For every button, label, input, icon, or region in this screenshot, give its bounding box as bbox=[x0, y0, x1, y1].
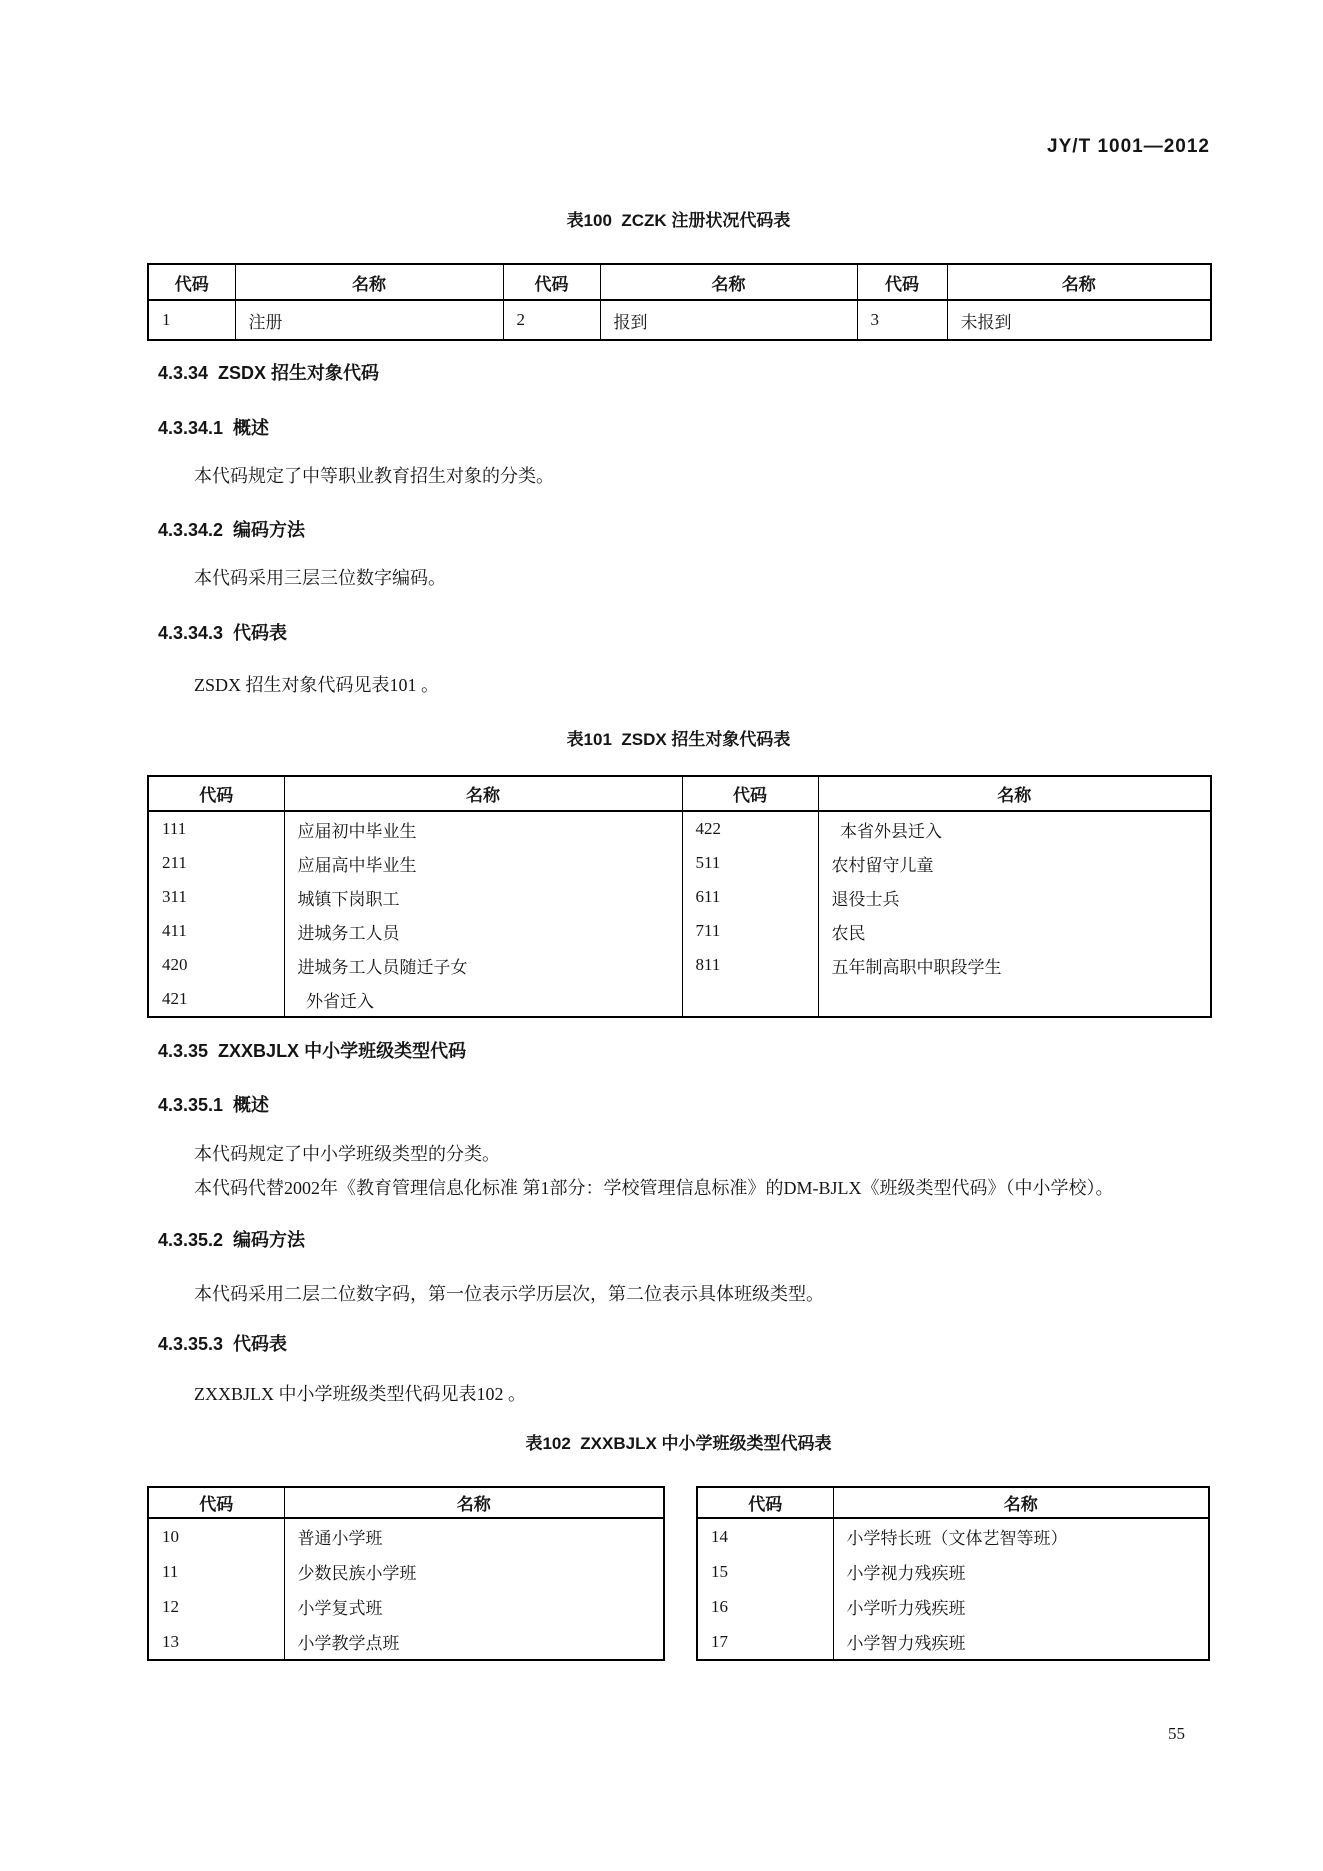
code-cell: 311 bbox=[162, 887, 187, 906]
table102-header-cell: 名称 bbox=[833, 1487, 1209, 1518]
code-cell: 711 bbox=[682, 914, 818, 948]
section-heading-4-3-35-2: 4.3.35.2 编码方法 bbox=[158, 1230, 306, 1250]
table-row bbox=[148, 880, 1211, 914]
name-cell: 外省迁入 bbox=[284, 982, 682, 1017]
code-cell: 811 bbox=[682, 948, 818, 982]
name-cell: 退役士兵 bbox=[818, 880, 1211, 914]
table100-header-cell: 代码 bbox=[148, 264, 235, 300]
table-row bbox=[697, 1624, 1209, 1660]
name-cell: 进城务工人员 bbox=[284, 914, 682, 948]
table-row bbox=[148, 948, 1211, 982]
table100-header-cell: 代码 bbox=[503, 264, 600, 300]
paragraph: 本代码采用二层二位数字码，第一位表示学历层次，第二位表示具体班级类型。 bbox=[194, 1284, 824, 1304]
table-row bbox=[148, 1554, 664, 1589]
name-cell: 城镇下岗职工 bbox=[284, 880, 682, 914]
table-row bbox=[148, 1518, 664, 1554]
section-heading-4-3-35: 4.3.35 ZXXBJLX 中小学班级类型代码 bbox=[158, 1041, 467, 1061]
table-row bbox=[697, 1589, 1209, 1624]
name-cell: 少数民族小学班 bbox=[284, 1554, 664, 1589]
name-cell: 未报到 bbox=[947, 300, 1211, 340]
name-cell: 本省外县迁入 bbox=[818, 811, 1211, 846]
section-heading-4-3-34-3: 4.3.34.3 代码表 bbox=[158, 623, 288, 643]
name-cell: 小学智力残疾班 bbox=[833, 1624, 1209, 1660]
table-row bbox=[148, 811, 1211, 846]
table102-header-cell: 代码 bbox=[697, 1487, 833, 1518]
table101-header-cell: 名称 bbox=[818, 776, 1211, 811]
code-cell: 211 bbox=[162, 853, 187, 872]
table-row bbox=[148, 982, 1211, 1017]
name-cell: 农村留守儿童 bbox=[818, 846, 1211, 880]
code-cell: 511 bbox=[682, 846, 818, 880]
table100-header-row bbox=[148, 264, 1211, 300]
code-cell: 15 bbox=[711, 1561, 728, 1581]
name-cell: 小学特长班（文体艺智等班） bbox=[833, 1518, 1209, 1554]
name-cell: 农民 bbox=[818, 914, 1211, 948]
table102-header-cell: 代码 bbox=[148, 1487, 284, 1518]
name-cell: 应届初中毕业生 bbox=[284, 811, 682, 846]
code-cell: 2 bbox=[503, 300, 600, 340]
paragraph: 本代码规定了中等职业教育招生对象的分类。 bbox=[194, 466, 554, 486]
name-cell: 报到 bbox=[600, 300, 857, 340]
code-cell: 3 bbox=[857, 300, 947, 340]
paragraph: ZSDX 招生对象代码见表101 。 bbox=[194, 675, 440, 695]
table102-left bbox=[147, 1486, 665, 1661]
code-cell: 422 bbox=[682, 811, 818, 846]
section-heading-4-3-34: 4.3.34 ZSDX 招生对象代码 bbox=[158, 363, 380, 383]
section-heading-4-3-34-1: 4.3.34.1 概述 bbox=[158, 418, 270, 438]
table-row bbox=[148, 1624, 664, 1660]
section-heading-4-3-35-3: 4.3.35.3 代码表 bbox=[158, 1334, 288, 1354]
name-cell: 应届高中毕业生 bbox=[284, 846, 682, 880]
table100-header-cell: 名称 bbox=[235, 264, 503, 300]
table102-left-header-row bbox=[148, 1487, 664, 1518]
code-cell: 611 bbox=[682, 880, 818, 914]
table100 bbox=[147, 263, 1212, 341]
table101-header-cell: 名称 bbox=[284, 776, 682, 811]
table101-header-row bbox=[148, 776, 1211, 811]
table101-header-cell: 代码 bbox=[148, 776, 284, 811]
section-heading-4-3-35-1: 4.3.35.1 概述 bbox=[158, 1095, 270, 1115]
code-cell: 111 bbox=[162, 819, 187, 838]
paragraph: 本代码规定了中小学班级类型的分类。 bbox=[194, 1144, 500, 1164]
page-number: 55 bbox=[1168, 1724, 1185, 1743]
code-cell: 1 bbox=[162, 310, 171, 329]
name-cell: 注册 bbox=[235, 300, 503, 340]
doc-number: JY/T 1001—2012 bbox=[1047, 136, 1210, 157]
table-row bbox=[148, 846, 1211, 880]
table101-title: 表101 ZSDX 招生对象代码表 bbox=[566, 730, 791, 749]
paragraph: ZXXBJLX 中小学班级类型代码见表102 。 bbox=[194, 1384, 526, 1404]
code-cell: 14 bbox=[711, 1526, 728, 1546]
name-cell: 小学听力残疾班 bbox=[833, 1589, 1209, 1624]
table101-header-cell: 代码 bbox=[682, 776, 818, 811]
code-cell: 10 bbox=[162, 1526, 179, 1546]
name-cell: 小学复式班 bbox=[284, 1589, 664, 1624]
section-heading-4-3-34-2: 4.3.34.2 编码方法 bbox=[158, 520, 306, 540]
name-cell: 五年制高职中职段学生 bbox=[818, 948, 1211, 982]
code-cell bbox=[682, 982, 818, 1017]
code-cell: 12 bbox=[162, 1596, 179, 1616]
paragraph: 本代码代替2002年《教育管理信息化标准 第1部分：学校管理信息标准》的DM-BJLX《班级类型代码》（中小学校）。 bbox=[194, 1178, 1114, 1198]
name-cell: 普通小学班 bbox=[284, 1518, 664, 1554]
name-cell: 进城务工人员随迁子女 bbox=[284, 948, 682, 982]
table-row bbox=[148, 300, 1211, 340]
table-row bbox=[697, 1554, 1209, 1589]
table102-right-header-row bbox=[697, 1487, 1209, 1518]
table101 bbox=[147, 775, 1212, 1018]
table-row bbox=[148, 914, 1211, 948]
name-cell: 小学视力残疾班 bbox=[833, 1554, 1209, 1589]
name-cell bbox=[818, 982, 1211, 1017]
table102-right bbox=[696, 1486, 1210, 1661]
table102-group bbox=[147, 1486, 1210, 1661]
table-row bbox=[148, 1589, 664, 1624]
code-cell: 11 bbox=[162, 1561, 179, 1581]
table100-header-cell: 名称 bbox=[600, 264, 857, 300]
code-cell: 17 bbox=[711, 1631, 728, 1651]
code-cell: 16 bbox=[711, 1596, 728, 1616]
name-cell: 小学教学点班 bbox=[284, 1624, 664, 1660]
table100-header-cell: 名称 bbox=[947, 264, 1211, 300]
paragraph: 本代码采用三层三位数字编码。 bbox=[194, 568, 446, 588]
table100-title: 表100 ZCZK 注册状况代码表 bbox=[566, 211, 791, 230]
table102-header-cell: 名称 bbox=[284, 1487, 664, 1518]
table100-header-cell: 代码 bbox=[857, 264, 947, 300]
code-cell: 420 bbox=[162, 955, 188, 974]
code-cell: 13 bbox=[162, 1631, 179, 1651]
table-row bbox=[697, 1518, 1209, 1554]
table102-title: 表102 ZXXBJLX 中小学班级类型代码表 bbox=[525, 1434, 832, 1453]
code-cell: 421 bbox=[162, 989, 188, 1008]
code-cell: 411 bbox=[162, 921, 187, 940]
